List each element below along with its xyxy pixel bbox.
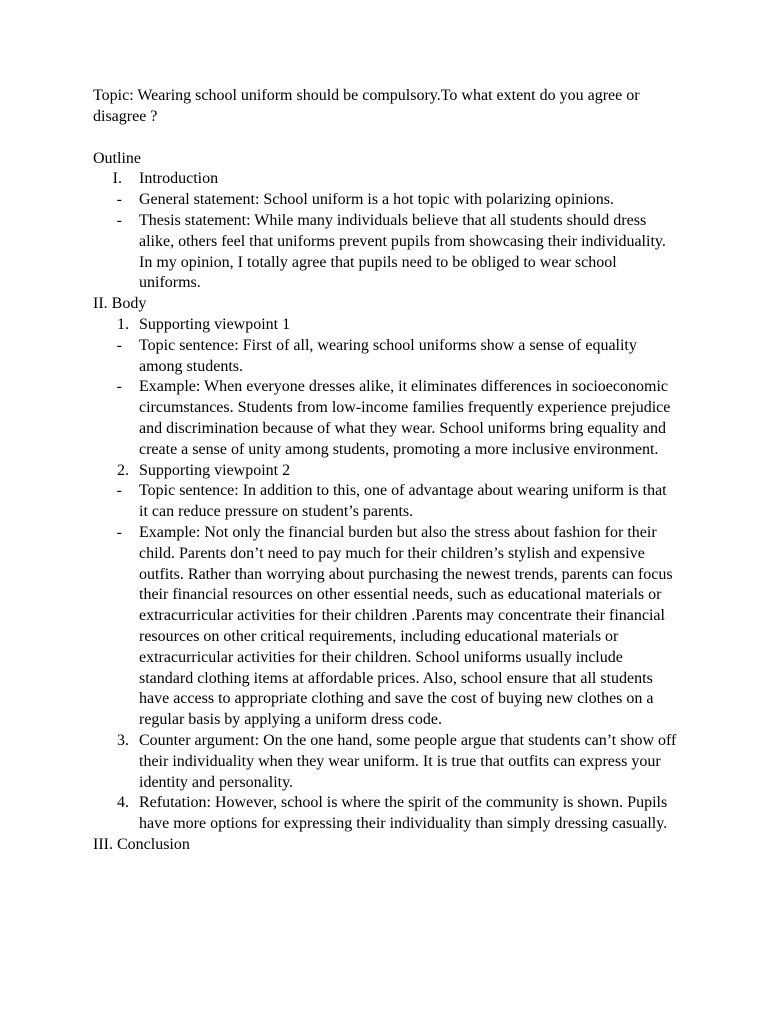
dash-bullet: -: [116, 191, 122, 209]
refutation-text: Refutation: However, school is where the spirit of the community is shown. Pupils have more options for expressing their individuality than simply dressing casually.: [139, 794, 668, 833]
refutation: [93, 793, 678, 835]
viewpoint-1-heading: [93, 315, 678, 336]
conclusion-heading: III. Conclusion: [93, 835, 190, 853]
essay-outline: [93, 86, 678, 856]
viewpoint-1-heading-text: Supporting viewpoint 1: [139, 315, 291, 333]
list-item: [93, 211, 678, 294]
thesis-statement: Thesis statement: While many individuals believe that all students should dress alike, others feel that uniforms prevent pupils from showcasing their individuality. In my opinion, I totally agree that pupils need to be obliged to wear school uniforms.: [139, 211, 666, 292]
outline-label: Outline: [93, 149, 141, 167]
refutation-marker: 4.: [117, 794, 129, 812]
list-item: [93, 377, 678, 460]
dash-bullet: -: [116, 211, 122, 229]
counter-argument-marker: 3.: [117, 731, 129, 749]
intro-marker: I.: [112, 170, 122, 188]
viewpoint-2-heading-text: Supporting viewpoint 2: [139, 461, 291, 479]
counter-argument-text: Counter argument: On the one hand, some people argue that students can’t show off their individuality when they wear uniform. It is true that outfits can express your identity and personality.: [139, 731, 677, 791]
viewpoint-2-example: Example: Not only the financial burden but also the stress about fashion for their child. Parents don’t need to pay much for their children’s stylish and expensive outfits. Rather than worrying about purchasing the newest trends, parents can focus their financial resources on other essential needs, such as educational materials or extracurricular activities for their children .Parents may concentrate their financial resources on other critical requirements, including educational materials or extracurricular activities for their children. School uniforms usually include standard clothing items at affordable prices. Also, school ensure that all students have access to appropriate clothing and save the cost of buying new clothes on a regular basis by applying a uniform dress code.: [139, 523, 673, 729]
dash-bullet: -: [116, 378, 122, 396]
general-statement: General statement: School uniform is a hot topic with polarizing opinions.: [139, 191, 615, 209]
list-item: [93, 481, 678, 523]
viewpoint-1-example: Example: When everyone dresses alike, it eliminates differences in socioeconomic circumstances. Students from low-income families frequently experience prejudice and discrimination because of what they wear. School uniforms bring equality and create a sense of unity among students, promoting a more inclusive environment.: [139, 378, 671, 458]
list-item: [93, 336, 678, 378]
list-item: [93, 523, 678, 731]
intro-heading: [93, 169, 678, 190]
viewpoint-2-heading: [93, 461, 678, 482]
body-heading: II. Body: [93, 295, 147, 313]
dash-bullet: -: [116, 523, 122, 541]
viewpoint-1-topic-sentence: Topic sentence: First of all, wearing school uniforms show a sense of equality among students.: [139, 336, 637, 375]
counter-argument: [93, 731, 678, 793]
topic-statement: Topic: Wearing school uniform should be compulsory.To what extent do you agree or disagree ?: [93, 87, 640, 125]
list-item: [93, 190, 678, 211]
viewpoint-2-topic-sentence: Topic sentence: In addition to this, one of advantage about wearing uniform is that it can reduce pressure on student’s parents.: [139, 482, 667, 521]
dash-bullet: -: [116, 336, 122, 354]
dash-bullet: -: [116, 482, 122, 500]
blank-line: [93, 128, 678, 149]
intro-heading-text: Introduction: [139, 170, 219, 188]
viewpoint-2-marker: 2.: [117, 461, 129, 479]
viewpoint-1-marker: 1.: [117, 315, 129, 333]
